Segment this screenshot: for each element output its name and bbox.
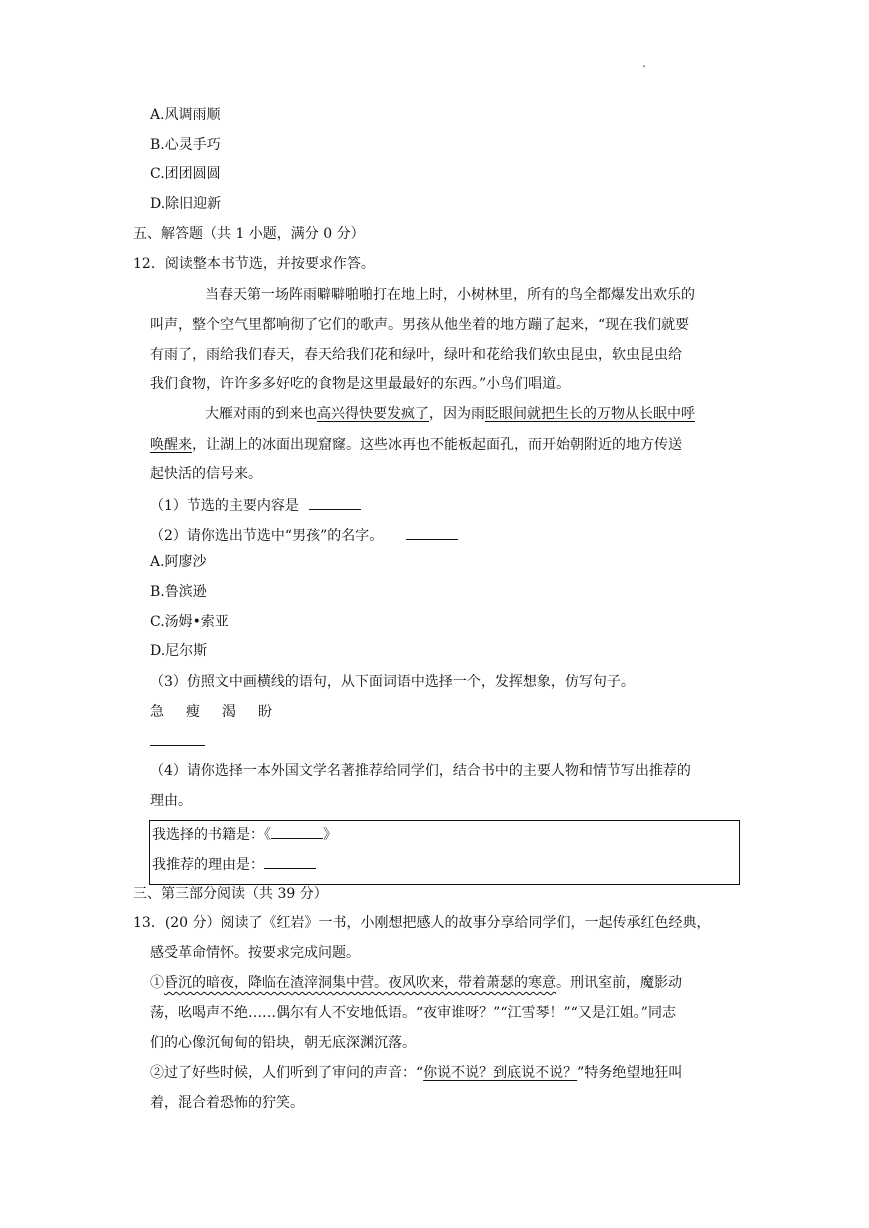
word-choice: 渴 (222, 704, 236, 720)
sub-question-4-cont: 理由。 (150, 793, 192, 809)
question-13-stem-cont: 感受革命情怀。按要求完成问题。 (150, 945, 360, 961)
section-heading-3: 三、第三部分阅读（共 39 分） (133, 886, 328, 902)
passage-line: 们的心像沉甸甸的铅块，朝无底深渊沉落。 (150, 1035, 416, 1051)
sub-question-1: （1）节选的主要内容是 (150, 495, 361, 515)
wavy-underlined-phrase: 昏沉的暗夜，降临在渣滓洞集中营。夜风吹来，带着萧瑟的寒意 (164, 975, 556, 991)
reason-blank[interactable] (264, 854, 316, 869)
sub-question-3: （3）仿照文中画横线的语句，从下面词语中选择一个，发挥想象，仿写句子。 (150, 674, 635, 690)
sub-question-4: （4）请你选择一本外国文学名著推荐给同学们，结合书中的主要人物和情节写出推荐的 (150, 763, 691, 779)
option-c: C.汤姆•索亚 (150, 614, 229, 630)
passage-line: 着，混合着恐怖的狞笑。 (150, 1095, 304, 1111)
passage-line: 叫声，整个空气里都响彻了它们的歌声。男孩从他坐着的地方蹦了起来，“现在我们就要 (150, 317, 690, 333)
passage-line: ②过了好些时候，人们听到了审问的声音：“你说不说？到底说不说？”特务绝望地狂叫 (150, 1065, 683, 1081)
question-13-stem: 13．(20 分）阅读了《红岩》一书，小刚想把感人的故事分享给同学们，一起传承红色经典， (133, 915, 711, 931)
underlined-phrase: 你说不说？到底说不说？ (423, 1065, 578, 1081)
option-d: D.除旧迎新 (150, 196, 222, 212)
answer-blank[interactable] (406, 525, 458, 540)
option-a: A.风调雨顺 (150, 107, 221, 123)
underlined-phrase: 唤醒来 (150, 437, 192, 453)
option-b: B.心灵手巧 (150, 137, 221, 153)
book-title-blank[interactable] (271, 824, 323, 839)
passage-line: ①昏沉的暗夜，降临在渣滓洞集中营。夜风吹来，带着萧瑟的寒意。刑讯室前，魔影动 (150, 975, 682, 991)
passage-line: 当春天第一场阵雨噼噼啪啪打在地上时，小树林里，所有的鸟全都爆发出欢乐的 (205, 287, 695, 303)
passage-line: 我们食物，许许多多好吃的食物是这里最最好的东西。”小鸟们唱道。 (150, 376, 571, 392)
word-choices (150, 703, 294, 721)
option-c: C.团团圆圆 (150, 166, 221, 182)
passage-line: 有雨了，雨给我们春天，春天给我们花和绿叶，绿叶和花给我们软虫昆虫，软虫昆虫给 (150, 347, 682, 363)
passage-line: 起快活的信号来。 (150, 466, 262, 482)
reason-line: 我推荐的理由是： (152, 854, 316, 874)
answer-blank[interactable] (150, 745, 205, 746)
option-a: A.阿廖沙 (150, 554, 207, 570)
underlined-phrase: 高兴得快要发疯了 (317, 406, 429, 422)
word-choice: 瘦 (186, 704, 200, 720)
page-marker: . (642, 56, 646, 70)
book-choice-line: 我选择的书籍是：《 》 (152, 824, 337, 844)
section-heading-5: 五、解答题（共 1 小题，满分 0 分） (133, 226, 365, 242)
passage-line: 唤醒来，让湖上的冰面出现窟窿。这些冰再也不能板起面孔，而开始朝附近的地方传送 (150, 437, 682, 453)
underlined-phrase: 眨眼间就把生长的万物从长眠中呼 (485, 406, 695, 422)
word-choice: 盼 (258, 704, 272, 720)
passage-line: 荡，吆喝声不绝……偶尔有人不安地低语。“夜审谁呀？”“江雪琴！”“又是江姐。”同志 (150, 1005, 676, 1021)
word-choice: 急 (150, 704, 164, 720)
sub-question-2: （2）请你选出节选中“男孩”的名字。 (150, 525, 458, 545)
option-b: B.鲁滨逊 (150, 584, 207, 600)
passage-line: 大雁对雨的到来也高兴得快要发疯了，因为雨眨眼间就把生长的万物从长眠中呼 (205, 406, 695, 422)
answer-blank[interactable] (309, 495, 361, 510)
option-d: D.尼尔斯 (150, 643, 208, 659)
question-12-stem: 12．阅读整本书节选，并按要求作答。 (133, 256, 375, 272)
